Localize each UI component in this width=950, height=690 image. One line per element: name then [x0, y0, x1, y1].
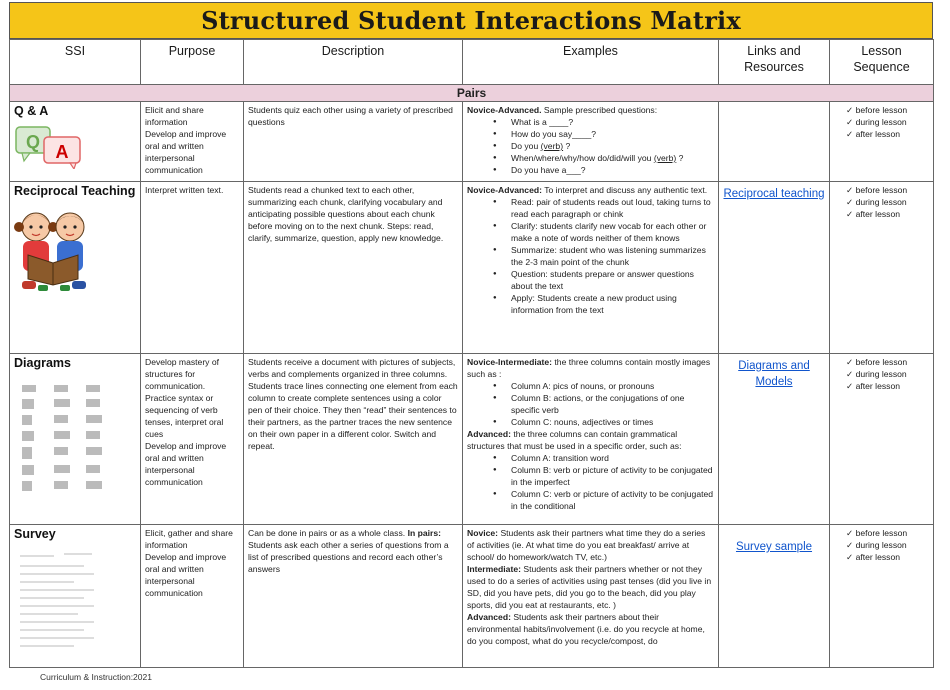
title-bar [9, 2, 933, 39]
examples-list [467, 380, 714, 428]
lesson-item: ✓ during lesson [846, 368, 929, 380]
lesson-item: ✓ after lesson [846, 380, 929, 392]
list-item: ● Do you (verb) ? [467, 140, 714, 152]
header-examples: Examples [463, 40, 719, 85]
list-item: ● Do you have a___? [467, 164, 714, 176]
section-row [10, 85, 934, 102]
survey-worksheet-image [14, 548, 136, 661]
examples-lead-bold: Novice-Advanced: [467, 185, 542, 195]
ssi-name: Reciprocal Teaching [14, 184, 136, 198]
document-title: Structured Student Interactions Matrix [201, 6, 741, 35]
matrix-table [9, 39, 934, 668]
table-row [10, 182, 934, 354]
lesson-item: ✓ after lesson [846, 208, 929, 220]
examples-list [467, 116, 714, 176]
header-row [10, 40, 934, 85]
links-cell-empty [719, 102, 830, 182]
list-item: ● When/where/why/how do/did/will you (verb) ? [467, 152, 714, 164]
description-cell: Students quiz each other using a variety of prescribed questions [244, 102, 463, 182]
examples-list-advanced [467, 452, 714, 512]
header-lesson: Lesson Sequence [830, 40, 934, 85]
list-item: ● What is a ____? [467, 116, 714, 128]
list-item: ● Question: students prepare or answer questions about the text [467, 268, 714, 292]
header-description: Description [244, 40, 463, 85]
lesson-item: ✓ before lesson [846, 184, 929, 196]
qa-image [14, 125, 136, 174]
examples-lead-bold: Novice-Advanced. [467, 105, 542, 115]
list-item: ● Column A: pics of nouns, or pronouns [467, 380, 714, 392]
lesson-item: ✓ before lesson [846, 356, 929, 368]
purpose-line: Develop and improve oral and written interpersonal communication [145, 441, 227, 487]
list-item: ● Summarize: student who was listening summarizes the 2-3 main point of the chunk [467, 244, 714, 268]
header-links: Links and Resources [719, 40, 830, 85]
lesson-sequence-list [834, 527, 929, 563]
list-item: ● Apply: Students create a new product using information from the text [467, 292, 714, 316]
lesson-sequence-list [834, 356, 929, 392]
description-cell: Students receive a document with pictures of subjects, verbs and complements organized in three columns. Students trace lines connecting one element from each column to create complete sentences using a color pen of their choice. They then “read” their sentences to their partners, as the partner traces the new sentence on their own paper in a different color. Switch and repeat. [244, 354, 463, 525]
diagrams-and-models-link[interactable]: Diagrams and Models [738, 360, 810, 388]
examples-adv-bold: Advanced: [467, 429, 511, 439]
table-row [10, 525, 934, 668]
list-item: ● Column A: transition word [467, 452, 714, 464]
lesson-sequence-list [834, 184, 929, 220]
header-ssi: SSI [10, 40, 141, 85]
purpose-line: Elicit and share information [145, 105, 204, 127]
examples-lead: To interpret and discuss any authentic text. [544, 185, 708, 195]
lesson-item: ✓ before lesson [846, 104, 929, 116]
purpose-line: Interpret written text. [145, 185, 224, 195]
list-item: ● Read: pair of students reads out loud, taking turns to read each paragraph or chink [467, 196, 714, 220]
purpose-line: Elicit, gather and share information [145, 528, 233, 550]
example-advanced: Advanced: Students ask their partners about their environmental habits/involvement (i.e. do you recycle at home, do you compost, what do you recycle/compost, do [467, 612, 705, 646]
lesson-item: ✓ during lesson [846, 196, 929, 208]
ssi-name: Survey [14, 527, 56, 541]
lesson-item: ✓ during lesson [846, 116, 929, 128]
section-pairs: Pairs [10, 85, 934, 102]
header-purpose: Purpose [141, 40, 244, 85]
ssi-name: Q & A [14, 104, 49, 118]
qa-a-letter: A [55, 142, 69, 162]
purpose-line: Develop and improve oral and written interpersonal communication [145, 129, 227, 175]
list-item: ● How do you say____? [467, 128, 714, 140]
purpose-line: Develop mastery of structures for communication. [145, 357, 220, 391]
example-novice: Novice: Students ask their partners what time they do a series of activities (ie. At what time do you eat breakfast/ arrive at school/ do homework/watch TV, etc.) [467, 528, 706, 562]
list-item: ● Column C: verb or picture of activity to be conjugated in the conditional [467, 488, 714, 512]
description-cell: Students read a chunked text to each other, summarizing each chunk, clarifying vocabulary and anticipating possible questions about each chunk before moving on to the next chunk. Steps: read, clarify, summarize, question, apply new knowledge. [244, 182, 463, 354]
ssi-name: Diagrams [14, 356, 71, 370]
lesson-item: ✓ after lesson [846, 551, 929, 563]
examples-list [467, 196, 714, 316]
lesson-item: ✓ during lesson [846, 539, 929, 551]
list-item: ● Column B: actions, or the conjugations of one specific verb [467, 392, 714, 416]
examples-lead: Sample prescribed questions: [543, 105, 658, 115]
examples-lead: the three columns contain mostly images such as : [467, 357, 711, 379]
list-item: ● Column C: nouns, adjectives or times [467, 416, 714, 428]
reciprocal-teaching-link[interactable]: Reciprocal teaching [723, 188, 825, 200]
lesson-sequence-list [834, 104, 929, 140]
diagram-worksheet-image [14, 377, 136, 502]
description-cell: Can be done in pairs or as a whole class. In pairs: Students ask each other a series of questions from a list of prescribed questions and record each other’s answers [244, 525, 463, 668]
survey-sample-link[interactable]: Survey sample [735, 541, 813, 553]
examples-adv: the three columns can contain grammatical structures that must be used in a specific order, such as: [467, 429, 682, 451]
footer-text: Curriculum & Instruction:2021 [40, 672, 152, 682]
examples-lead-bold: Novice-Intermediate: [467, 357, 553, 367]
table-row [10, 354, 934, 525]
kids-reading-image [14, 205, 136, 300]
list-item: ● Column B: verb or picture of activity to be conjugated in the imperfect [467, 464, 714, 488]
example-intermediate: Intermediate: Students ask their partners whether or not they used to do a series of activities using past tenses (did you live in SD, did you have pets, did you go to the beach, did you play sports, did you eat at restaurants, etc. ) [467, 564, 712, 610]
table-row [10, 102, 934, 182]
purpose-line: Practice syntax or sequencing of verb tenses, interpret oral cues [145, 393, 224, 439]
purpose-line: Develop and improve oral and written interpersonal communication [145, 552, 227, 598]
lesson-item: ✓ before lesson [846, 527, 929, 539]
list-item: ● Clarify: students clarify new vocab for each other or make a note of words neither of them knows [467, 220, 714, 244]
lesson-item: ✓ after lesson [846, 128, 929, 140]
qa-q-letter: Q [25, 132, 41, 152]
